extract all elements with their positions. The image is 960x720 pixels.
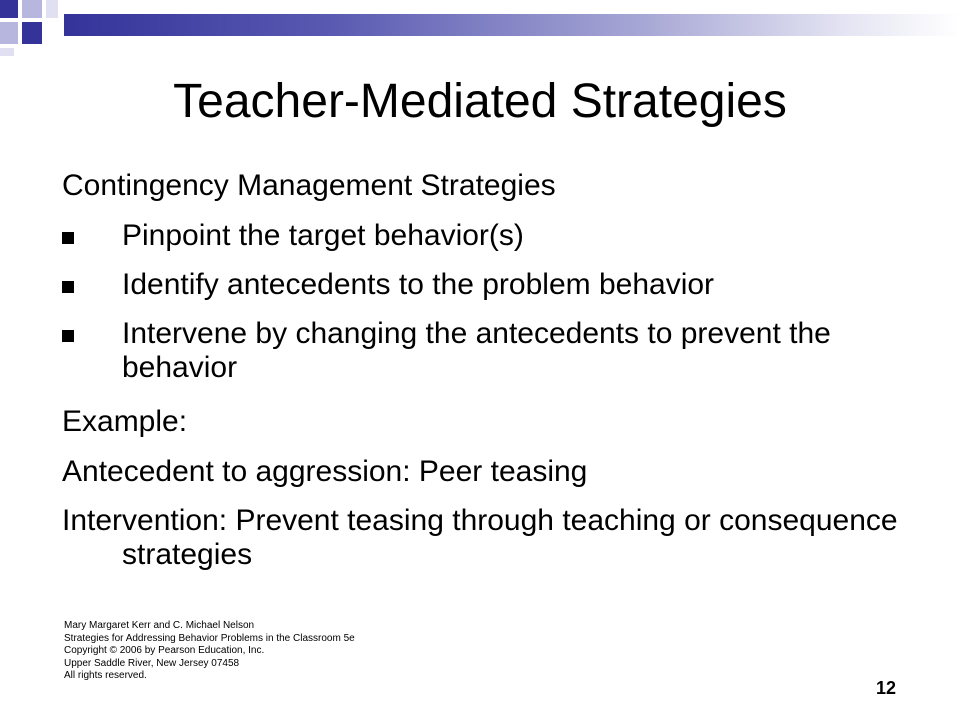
citation-footer xyxy=(64,620,355,683)
header-gradient-bar xyxy=(64,14,960,36)
footer-line: All rights reserved. xyxy=(64,670,147,681)
square-bullet-icon xyxy=(62,232,74,244)
footer-line: Copyright © 2006 by Pearson Education, Inc. xyxy=(64,645,265,656)
bullet-text: Pinpoint the target behavior(s) xyxy=(122,219,524,252)
bullet-text: Identify antecedents to the problem behavior xyxy=(122,268,715,301)
footer-line: Upper Saddle River, New Jersey 07458 xyxy=(64,657,240,669)
antecedent-line: Antecedent to aggression: Peer teasing xyxy=(62,455,588,488)
bullet-text: Intervene by changing the antecedents to prevent the behavior xyxy=(122,317,831,384)
decorative-square xyxy=(0,22,18,44)
decorative-square xyxy=(0,0,18,18)
decorative-square xyxy=(22,0,42,18)
square-bullet-icon xyxy=(62,330,74,342)
intervention-line: Intervention: Prevent teasing through teaching or consequence strategies xyxy=(62,504,898,571)
example-label: Example: xyxy=(62,405,188,438)
decorative-square xyxy=(22,22,42,44)
section-heading: Contingency Management Strategies xyxy=(62,169,556,202)
page-number: 12 xyxy=(876,678,897,698)
square-bullet-icon xyxy=(62,281,74,293)
decorative-square xyxy=(46,0,58,18)
footer-line: Strategies for Addressing Behavior Problems in the Classroom 5e xyxy=(64,632,355,644)
footer-line: Mary Margaret Kerr and C. Michael Nelson xyxy=(64,620,255,631)
decorative-square xyxy=(0,48,14,56)
slide-title: Teacher-Mediated Strategies xyxy=(173,75,787,128)
